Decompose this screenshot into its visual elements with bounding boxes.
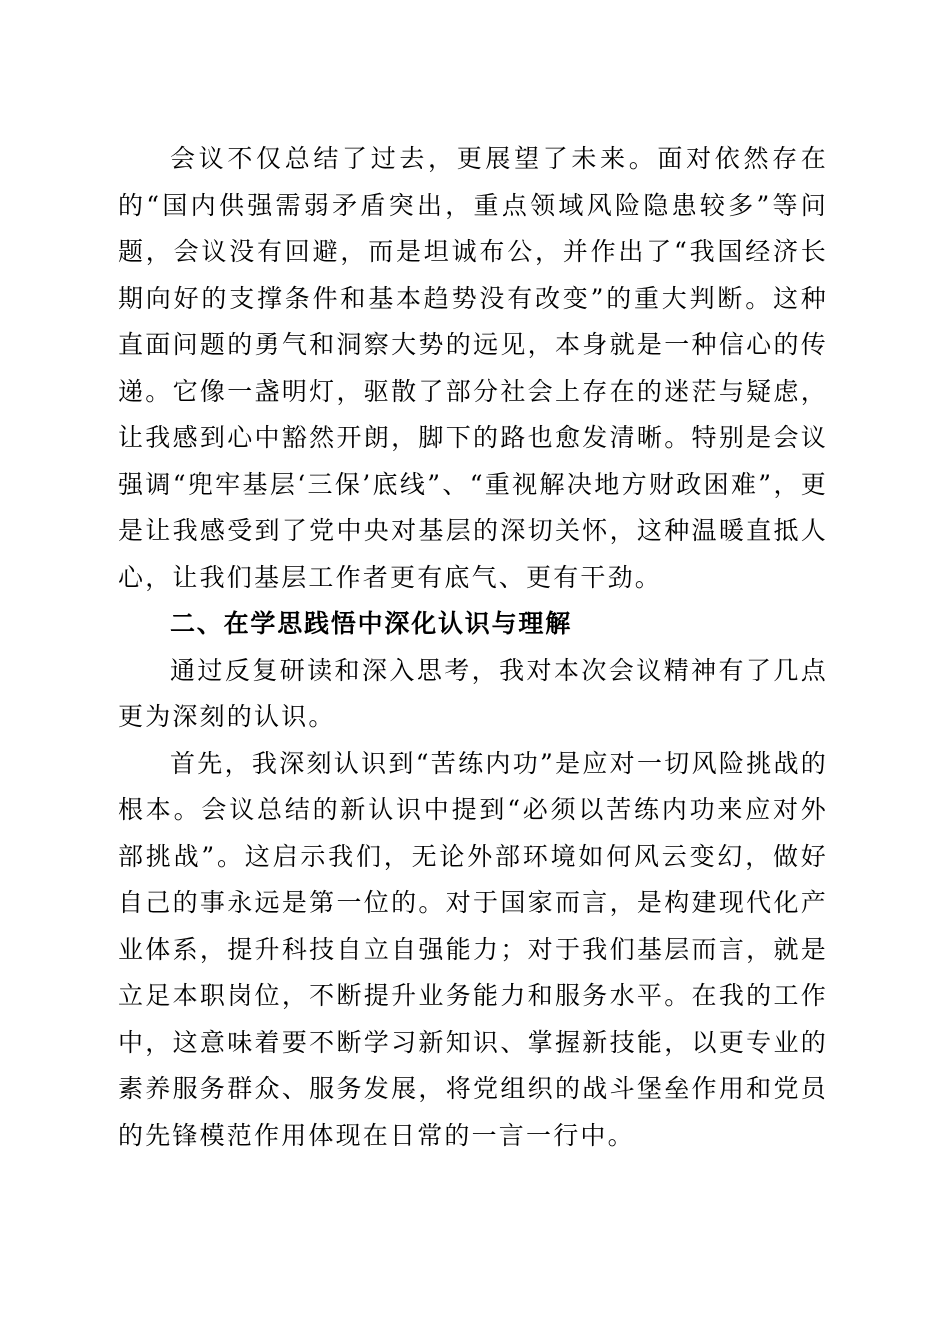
document-body bbox=[118, 136, 828, 1159]
paragraph: 通过反复研读和深入思考，我对本次会议精神有了几点更为深刻的认识。 bbox=[118, 655, 828, 731]
paragraph: 首先，我深刻认识到“苦练内功”是应对一切风险挑战的根本。会议总结的新认识中提到“必须以苦练内功来应对外部挑战”。这启示我们，无论外部环境如何风云变幻，做好自己的事永远是第一位的。对于国家而言，是构建现代化产业体系，提升科技自立自强能力；对于我们基层而言，就是立足本职岗位，不断提升业务能力和服务水平。在我的工作中，这意味着要不断学习新知识、掌握新技能，以更专业的素养服务群众、服务发展，将党组织的战斗堡垒作用和党员的先锋模范作用体现在日常的一言一行中。 bbox=[118, 748, 828, 1150]
section-heading: 二、在学思践悟中深化认识与理解 bbox=[170, 609, 573, 638]
paragraph: 会议不仅总结了过去，更展望了未来。面对依然存在的“国内供强需弱矛盾突出，重点领域风险隐患较多”等问题，会议没有回避，而是坦诚布公，并作出了“我国经济长期向好的支撑条件和基本趋势没有改变”的重大判断。这种直面问题的勇气和洞察大势的远见，本身就是一种信心的传递。它像一盏明灯，驱散了部分社会上存在的迷茫与疑虑，让我感到心中豁然开朗，脚下的路也愈发清晰。特别是会议强调“兜牢基层‘三保’底线”、“重视解决地方财政困难”，更是让我感受到了党中央对基层的深切关怀，这种温暖直抵人心，让我们基层工作者更有底气、更有干劲。 bbox=[118, 144, 828, 592]
